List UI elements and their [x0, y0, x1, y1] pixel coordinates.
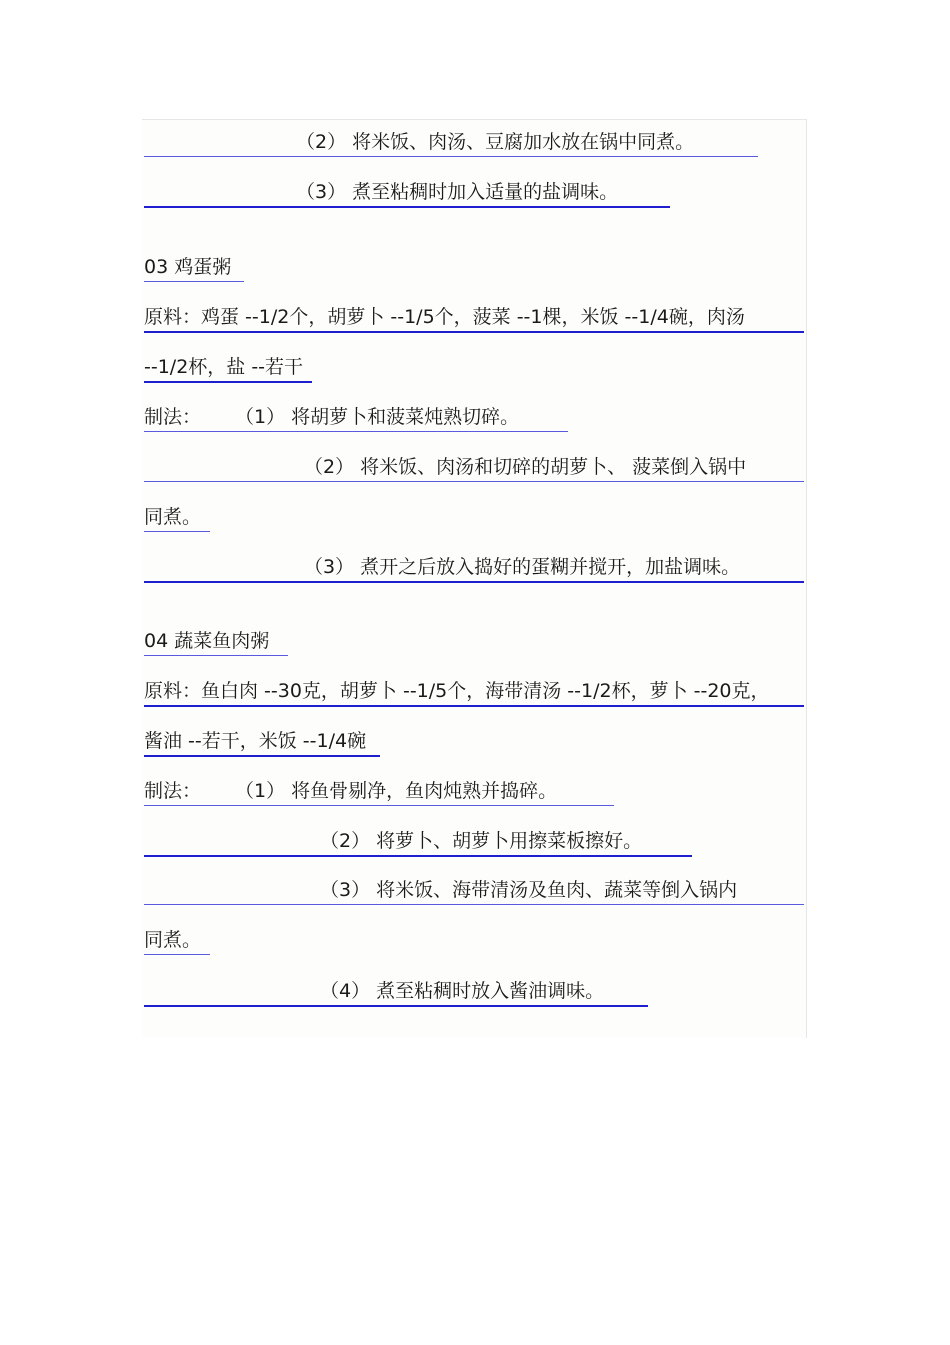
- recipe03-step-2-continued: 同煮。: [144, 503, 210, 532]
- method-label: 制法：: [144, 406, 202, 428]
- recipe04-step-1: 制法： （1） 将鱼骨剔净，鱼肉炖熟并捣碎。: [144, 777, 614, 806]
- recipe04-step-3: （3） 将米饭、海带清汤及鱼肉、蔬菜等倒入锅内: [144, 876, 804, 905]
- recipe03-step-3: （3） 煮开之后放入捣好的蛋糊并搅开，加盐调味。: [144, 553, 804, 583]
- recipe03-title: 03 鸡蛋粥: [144, 253, 244, 282]
- method-label: 制法：: [144, 780, 202, 802]
- recipe04-step-3-continued: 同煮。: [144, 926, 210, 955]
- recipe02-step-2: （2） 将米饭、肉汤、豆腐加水放在锅中同煮。: [144, 128, 758, 157]
- recipe03-step-1: 制法： （1） 将胡萝卜和菠菜炖熟切碎。: [144, 403, 568, 432]
- recipe04-step-4: （4） 煮至粘稠时放入酱油调味。: [144, 977, 648, 1007]
- recipe04-ingredients-line-1: 原料：鱼白肉 --30克，胡萝卜 --1/5个，海带清汤 --1/2杯，萝卜 --20克，: [144, 677, 804, 707]
- recipe04-title: 04 蔬菜鱼肉粥: [144, 627, 288, 656]
- recipe04-ingredients-line-2: 酱油 --若干，米饭 --1/4碗: [144, 727, 380, 757]
- recipe03-ingredients-line-2: --1/2杯，盐 --若干: [144, 353, 312, 383]
- recipe03-ingredients-line-1: 原料：鸡蛋 --1/2个，胡萝卜 --1/5个，菠菜 --1棵，米饭 --1/4碗，肉汤: [144, 303, 804, 333]
- recipe03-step-2: （2） 将米饭、肉汤和切碎的胡萝卜、 菠菜倒入锅中: [144, 453, 804, 482]
- recipe02-step-3: （3） 煮至粘稠时加入适量的盐调味。: [144, 178, 670, 208]
- recipe04-step-2: （2） 将萝卜、胡萝卜用擦菜板擦好。: [144, 827, 692, 857]
